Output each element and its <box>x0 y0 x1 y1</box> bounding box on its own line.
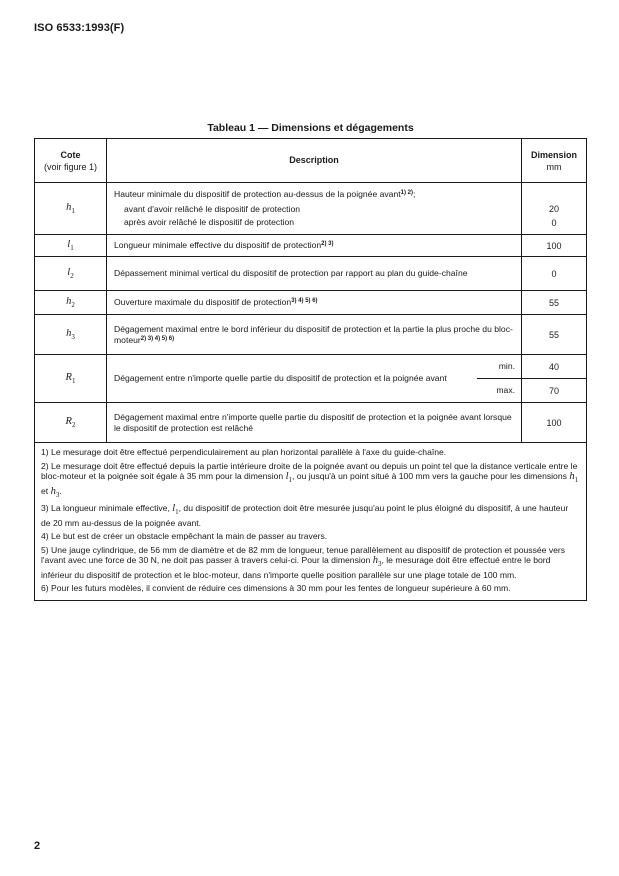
dimension-value: 0 <box>551 268 557 279</box>
cote-cell <box>35 403 107 442</box>
cote-cell <box>35 291 107 314</box>
cote-symbol: $R_1$ <box>65 371 76 386</box>
table-row-h1 <box>35 183 586 235</box>
dimensions-table <box>34 138 587 601</box>
cote-symbol: $h_1$ <box>66 201 75 216</box>
dimension-value: 100 <box>546 240 562 251</box>
description-text: Dégagement maximal entre n'importe quelle partie du dispositif de protection et la poignée avant lorsque le dispositif de protection est relâché <box>114 412 512 433</box>
dimension-value: 100 <box>546 417 562 428</box>
min-max-labels <box>477 355 521 402</box>
cote-symbol: $l_2$ <box>67 266 74 281</box>
cote-cell <box>35 257 107 290</box>
header-cote-sub: (voir figure 1) <box>43 161 97 172</box>
header-dimension-label: Dimension <box>530 149 577 160</box>
dimension-cell <box>522 403 586 442</box>
sub-item-before: avant d'avoir relâché le dispositif de protection <box>124 203 301 214</box>
max-value: 70 <box>548 385 559 396</box>
footnote-4: 4) Le but est de créer un obstacle empêchant la main de passer au travers. <box>41 531 328 542</box>
description-cell <box>107 183 522 234</box>
page-number: 2 <box>34 840 41 852</box>
header-dimension <box>522 139 586 182</box>
table-row-h3 <box>35 315 586 355</box>
header-dimension-unit: mm <box>546 161 562 172</box>
description-cell <box>107 235 522 256</box>
cote-symbol: $h_3$ <box>66 327 75 342</box>
footnote-5: 5) Une jauge cylindrique, de 56 mm de diamètre et de 82 mm de longueur, tenue parallèlement au dispositif de protection et poussée vers l'avant avec une force de 30 N, ne doit pas passer à travers celui-ci. Pour la dimension $h_3$, le mesurage doit être effectué entre le bord inférieur du dispositif de protection et le bloc-moteur, dans n'importe quelle position parallèle sur une plage totale de 100 mm. <box>41 544 566 580</box>
description-text: Dégagement entre n'importe quelle partie du dispositif de protection et la poignée avant <box>114 373 447 384</box>
cote-cell <box>35 315 107 354</box>
dimension-value: 20 <box>548 204 559 214</box>
cote-cell <box>35 355 107 402</box>
dimension-value: 55 <box>548 297 559 308</box>
dimension-cell <box>522 315 586 354</box>
table-row-r2 <box>35 403 586 443</box>
description-text: Longueur minimale effective du dispositif de protection$^{2) 3)}$ <box>114 240 334 251</box>
header-description-label: Description <box>289 155 339 166</box>
table-row-l2 <box>35 257 586 291</box>
dimension-cell <box>522 235 586 256</box>
description-cell <box>107 257 522 290</box>
header-description <box>107 139 522 182</box>
table-row-l1 <box>35 235 586 257</box>
min-label: min. <box>477 355 521 379</box>
description-cell <box>107 403 522 442</box>
description-cell <box>107 355 522 402</box>
header-cote <box>35 139 107 182</box>
cote-symbol: $l_1$ <box>67 238 74 253</box>
description-text: Hauteur minimale du dispositif de protection au-dessus de la poignée avant$^{1) 2)}$; <box>114 189 416 200</box>
footnote-2: 2) Le mesurage doit être effectué depuis la partie intérieure droite de la poignée avant ou depuis un point tel que la distance verticale entre le bloc-moteur et la poignée soit égale à 35 mm pour la dimension $l_1$, ou jusqu'à un point situé à 100 mm vers la gauche pour les dimensions $h_1$ et $h_3$. <box>41 460 579 499</box>
max-label: max. <box>496 385 515 396</box>
dimension-value: 55 <box>548 329 559 340</box>
cote-symbol: $R_2$ <box>65 415 76 430</box>
description-text: Ouverture maximale du dispositif de protection$^{3) 4) 5) 6)}$ <box>114 297 318 308</box>
dimension-cell <box>522 291 586 314</box>
description-text: Dégagement maximal entre le bord inférieur du dispositif de protection et la partie la plus proche du bloc-moteur$^{2) 3) 4) 5) 6)}$ <box>114 324 513 345</box>
dimension-cell <box>522 183 586 234</box>
cote-cell <box>35 183 107 234</box>
dimension-value: 0 <box>551 218 557 228</box>
table-row-h2 <box>35 291 586 315</box>
description-cell <box>107 315 522 354</box>
document-header: ISO 6533:1993(F) <box>34 22 125 34</box>
footnote-1: 1) Le mesurage doit être effectué perpendiculairement au plan horizontal parallèle à l'axe du guide-chaîne. <box>41 447 447 457</box>
cote-symbol: $h_2$ <box>66 295 75 310</box>
header-cote-label: Cote <box>60 149 81 160</box>
sub-item-after: après avoir relâché le dispositif de protection <box>124 217 295 228</box>
footnote-3: 3) La longueur minimale effective, $l_1$, du dispositif de protection doit être mesurée jusqu'au point le plus éloigné du dispositif, à une hauteur de 20 mm au-dessus de la poignée avant. <box>41 503 569 528</box>
description-cell <box>107 291 522 314</box>
min-value: 40 <box>522 355 586 379</box>
cote-cell <box>35 235 107 256</box>
footnote-6: 6) Pour les futurs modèles, il convient de réduire ces dimensions à 30 mm pour les fentes de longueur supérieure à 60 mm. <box>41 583 511 594</box>
description-text: Dépassement minimal vertical du dispositif de protection par rapport au plan du guide-chaîne <box>114 268 468 279</box>
table-row-r1 <box>35 355 586 403</box>
table-caption: Tableau 1 — Dimensions et dégagements <box>207 122 414 134</box>
dimension-cell <box>522 355 586 402</box>
table-notes <box>35 443 586 600</box>
table-header-row <box>35 139 586 183</box>
dimension-cell <box>522 257 586 290</box>
